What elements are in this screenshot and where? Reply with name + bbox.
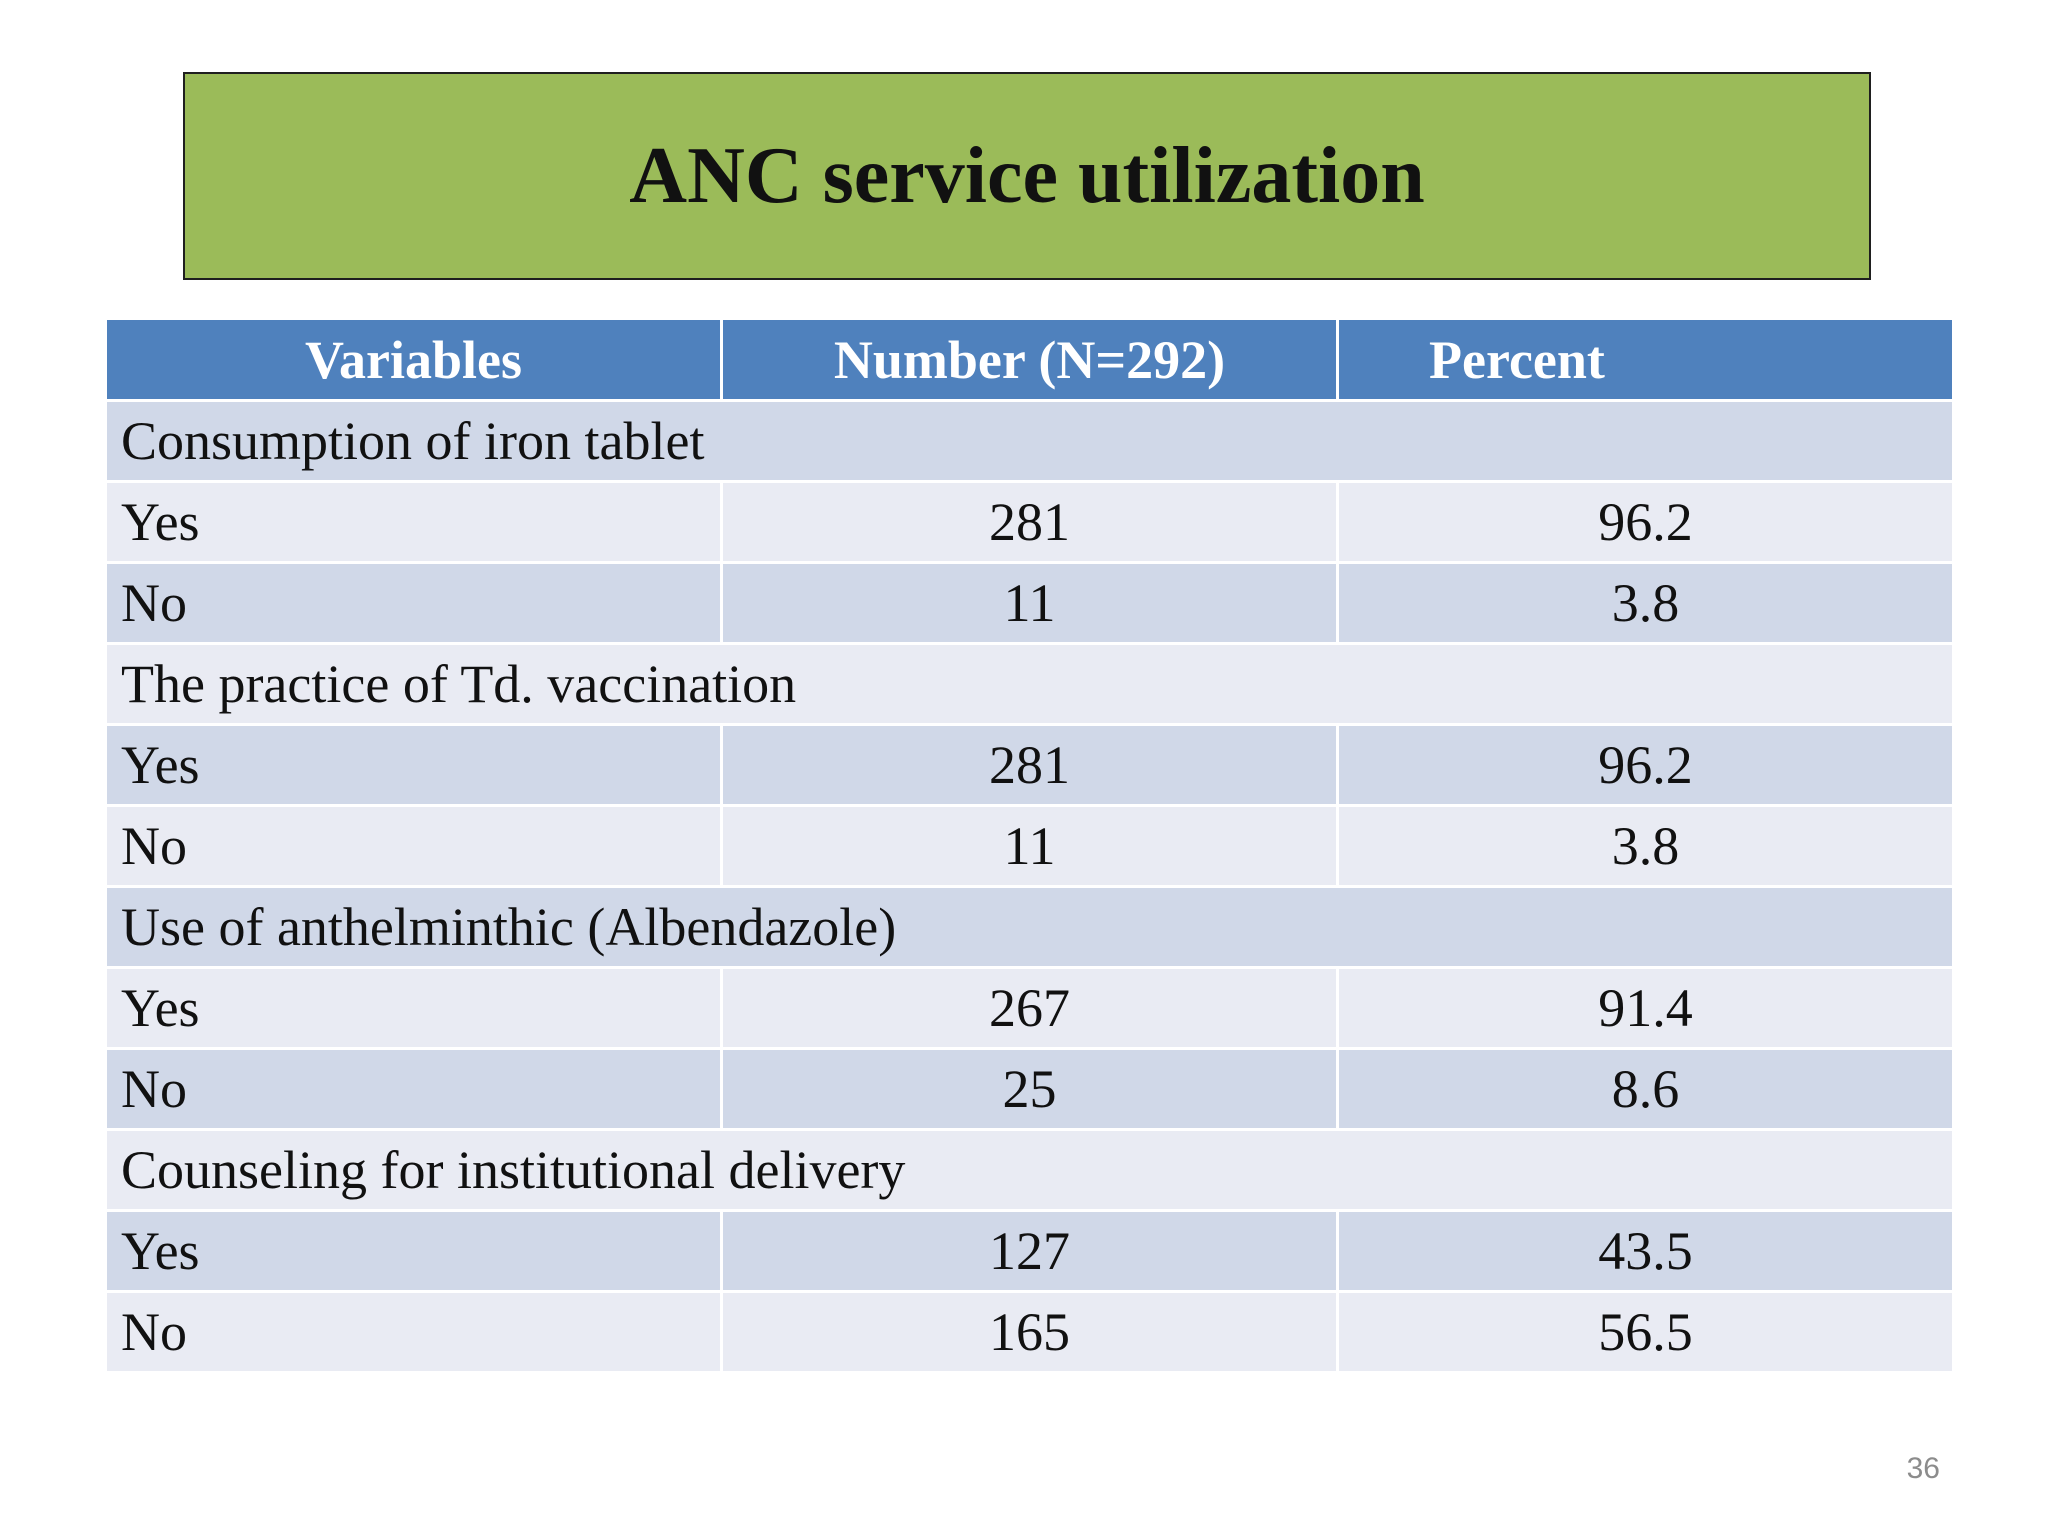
row-label: Yes bbox=[106, 482, 722, 563]
group-row bbox=[106, 887, 1954, 968]
row-number: 25 bbox=[722, 1049, 1338, 1130]
table-row bbox=[106, 1292, 1954, 1373]
group-label: The practice of Td. vaccination bbox=[106, 644, 1954, 725]
row-percent: 43.5 bbox=[1338, 1211, 1954, 1292]
group-label: Use of anthelminthic (Albendazole) bbox=[106, 887, 1954, 968]
row-label: Yes bbox=[106, 1211, 722, 1292]
table-row bbox=[106, 1049, 1954, 1130]
title-banner bbox=[183, 72, 1871, 280]
row-number: 281 bbox=[722, 482, 1338, 563]
table-row bbox=[106, 806, 1954, 887]
row-percent: 56.5 bbox=[1338, 1292, 1954, 1373]
table-row bbox=[106, 1211, 1954, 1292]
header-variables: Variables bbox=[106, 319, 722, 401]
header-percent: Percent bbox=[1338, 319, 1954, 401]
row-label: No bbox=[106, 806, 722, 887]
row-number: 165 bbox=[722, 1292, 1338, 1373]
row-percent: 8.6 bbox=[1338, 1049, 1954, 1130]
group-row bbox=[106, 644, 1954, 725]
row-percent: 3.8 bbox=[1338, 806, 1954, 887]
row-number: 127 bbox=[722, 1211, 1338, 1292]
group-label: Consumption of iron tablet bbox=[106, 401, 1954, 482]
row-label: Yes bbox=[106, 725, 722, 806]
row-number: 267 bbox=[722, 968, 1338, 1049]
row-percent: 96.2 bbox=[1338, 482, 1954, 563]
group-row bbox=[106, 401, 1954, 482]
group-row bbox=[106, 1130, 1954, 1211]
table-row bbox=[106, 725, 1954, 806]
row-label: No bbox=[106, 1292, 722, 1373]
row-number: 11 bbox=[722, 563, 1338, 644]
row-label: No bbox=[106, 563, 722, 644]
row-label: Yes bbox=[106, 968, 722, 1049]
table-row bbox=[106, 968, 1954, 1049]
row-percent: 96.2 bbox=[1338, 725, 1954, 806]
anc-table bbox=[104, 317, 1955, 1374]
page-number: 36 bbox=[1906, 1452, 1940, 1485]
table-header-row bbox=[106, 319, 1954, 401]
header-number: Number (N=292) bbox=[722, 319, 1338, 401]
row-label: No bbox=[106, 1049, 722, 1130]
row-percent: 3.8 bbox=[1338, 563, 1954, 644]
row-number: 11 bbox=[722, 806, 1338, 887]
group-label: Counseling for institutional delivery bbox=[106, 1130, 1954, 1211]
slide-title: ANC service utilization bbox=[629, 131, 1425, 220]
row-number: 281 bbox=[722, 725, 1338, 806]
row-percent: 91.4 bbox=[1338, 968, 1954, 1049]
table-row bbox=[106, 563, 1954, 644]
table-row bbox=[106, 482, 1954, 563]
